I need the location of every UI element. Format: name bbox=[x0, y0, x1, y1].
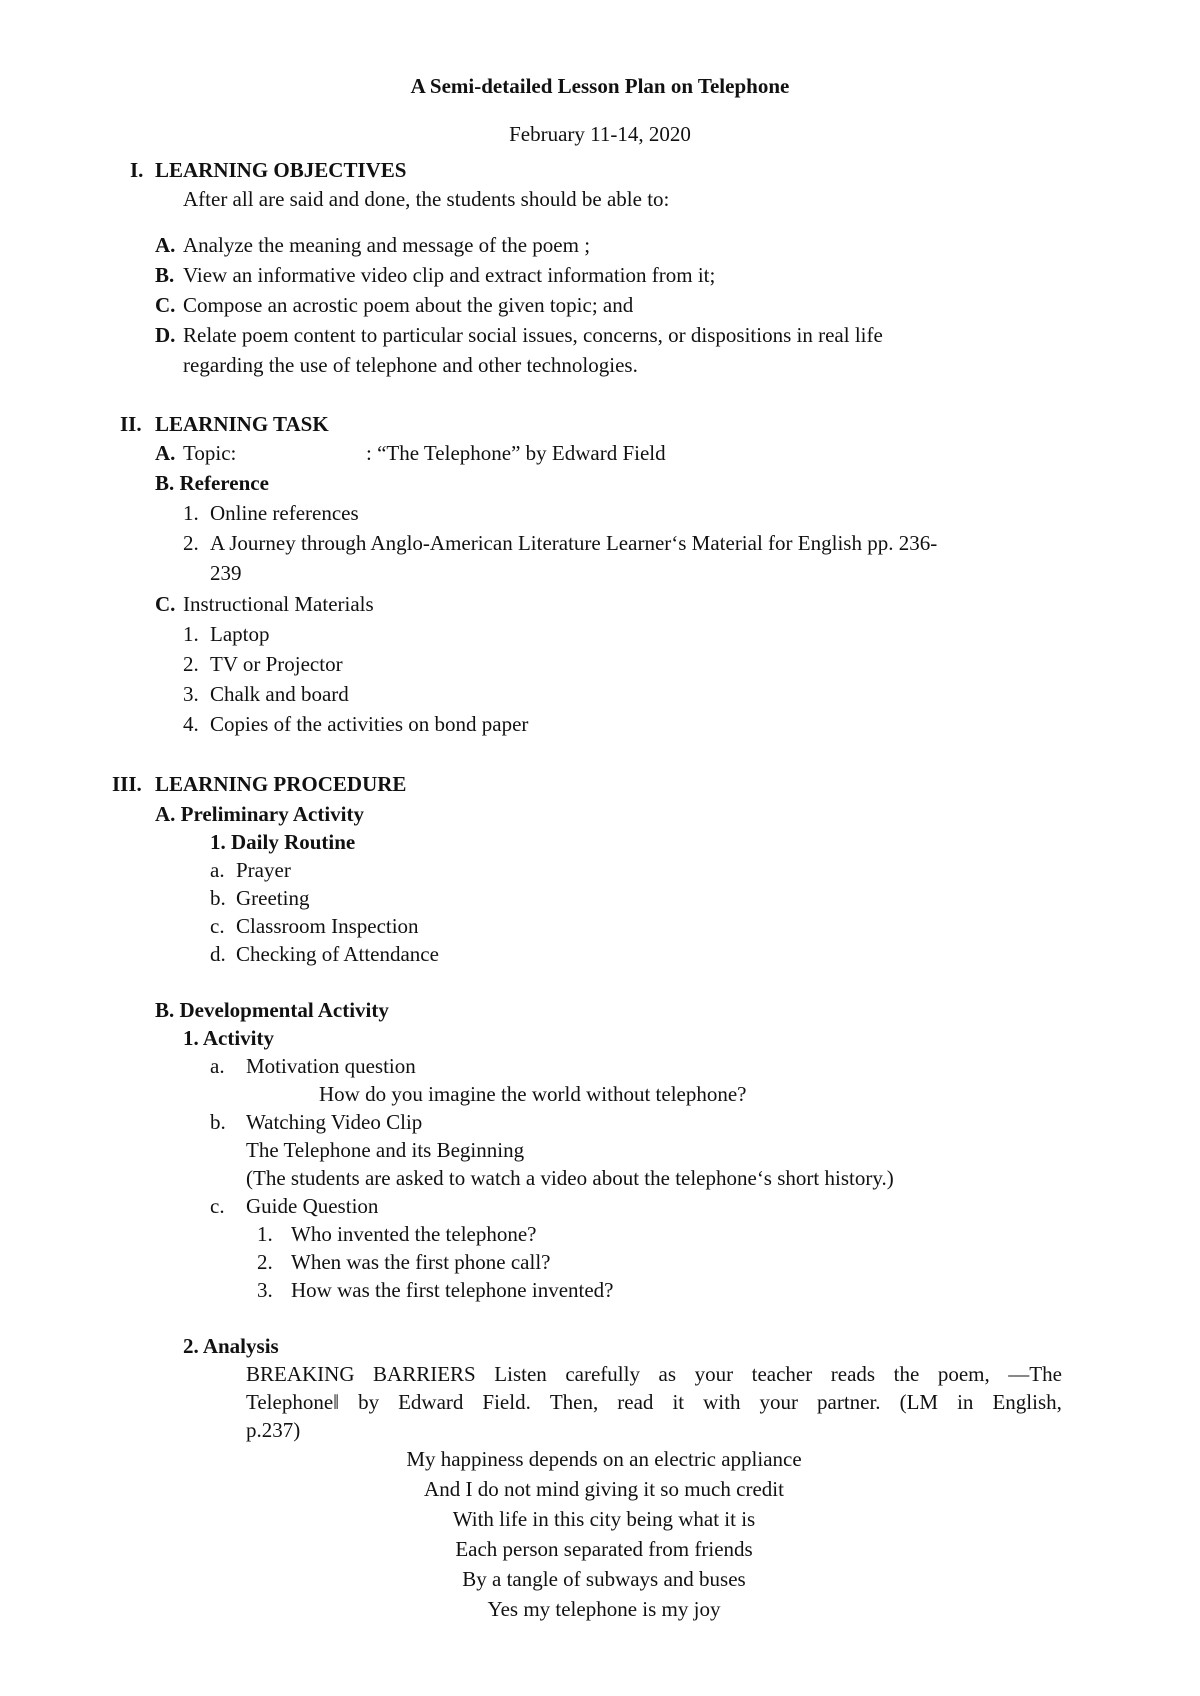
paragraph-word: by bbox=[358, 1390, 380, 1414]
developmental-heading: B. Developmental Activity bbox=[155, 998, 389, 1022]
analysis-heading: 2. Analysis bbox=[183, 1334, 279, 1358]
list-number: 1. bbox=[183, 501, 199, 525]
list-letter: d. bbox=[210, 942, 226, 966]
paragraph-word: reads bbox=[830, 1362, 876, 1386]
routine-item: Prayer bbox=[236, 858, 291, 882]
list-number: 2. bbox=[257, 1250, 273, 1274]
paragraph-word: it bbox=[672, 1390, 685, 1414]
paragraph-word: your bbox=[759, 1390, 798, 1414]
materials-item: Copies of the activities on bond paper bbox=[210, 712, 529, 736]
paragraph-word: BARRIERS bbox=[373, 1362, 476, 1386]
section-1-numeral: I. bbox=[130, 158, 144, 182]
paragraph-word: BREAKING bbox=[246, 1362, 355, 1386]
topic-letter: A. bbox=[155, 441, 176, 465]
paragraph-word: your bbox=[694, 1362, 734, 1386]
materials-heading: Instructional Materials bbox=[183, 592, 374, 616]
document-title: A Semi-detailed Lesson Plan on Telephone bbox=[410, 74, 790, 98]
objective-letter: A. bbox=[155, 233, 176, 257]
paragraph-word: the bbox=[893, 1362, 920, 1386]
reference-heading: B. Reference bbox=[155, 471, 269, 495]
daily-routine-heading: 1. Daily Routine bbox=[210, 830, 356, 854]
section-1-heading: LEARNING OBJECTIVES bbox=[155, 158, 407, 182]
objective-text: Analyze the meaning and message of the poem ; bbox=[183, 233, 591, 257]
analysis-paragraph-line bbox=[246, 1388, 1062, 1416]
objective-text: Relate poem content to particular social issues, concerns, or dispositions in real life bbox=[183, 323, 883, 347]
routine-item: Classroom Inspection bbox=[236, 914, 419, 938]
poem-line: Each person separated from friends bbox=[455, 1537, 753, 1561]
list-number: 1. bbox=[257, 1222, 273, 1246]
poem-line: By a tangle of subways and buses bbox=[462, 1567, 746, 1591]
list-number: 4. bbox=[183, 712, 199, 736]
poem-line: Yes my telephone is my joy bbox=[487, 1597, 721, 1621]
paragraph-word: teacher bbox=[751, 1362, 813, 1386]
paragraph-word: English, bbox=[992, 1390, 1062, 1414]
section-2-heading: LEARNING TASK bbox=[155, 412, 329, 436]
video-label: Watching Video Clip bbox=[246, 1110, 423, 1134]
list-number: 3. bbox=[183, 682, 199, 706]
paragraph-word: in bbox=[957, 1390, 974, 1414]
list-number: 1. bbox=[183, 622, 199, 646]
analysis-paragraph-line: p.237) bbox=[246, 1418, 301, 1442]
activity-heading: 1. Activity bbox=[183, 1026, 274, 1050]
paragraph-word: read bbox=[617, 1390, 654, 1414]
list-letter: a. bbox=[210, 1054, 225, 1078]
paragraph-word: Edward bbox=[398, 1390, 464, 1414]
poem-line: With life in this city being what it is bbox=[452, 1507, 756, 1531]
paragraph-word: Field. bbox=[482, 1390, 531, 1414]
list-letter: c. bbox=[210, 1194, 225, 1218]
reference-item: A Journey through Anglo-American Literature Learner‘s Material for English pp. 236- bbox=[210, 531, 938, 555]
reference-item-continued: 239 bbox=[210, 561, 242, 585]
paragraph-word: (LM bbox=[899, 1390, 939, 1414]
paragraph-word: carefully bbox=[565, 1362, 640, 1386]
objective-letter: D. bbox=[155, 323, 176, 347]
materials-item: Chalk and board bbox=[210, 682, 349, 706]
list-letter: b. bbox=[210, 1110, 226, 1134]
paragraph-word: Telephone‖ bbox=[246, 1390, 340, 1414]
poem-line: My happiness depends on an electric appliance bbox=[406, 1447, 802, 1471]
objective-letter: C. bbox=[155, 293, 176, 317]
materials-item: TV or Projector bbox=[210, 652, 343, 676]
routine-item: Greeting bbox=[236, 886, 310, 910]
section-2-numeral: II. bbox=[120, 412, 142, 436]
objective-text: Compose an acrostic poem about the given topic; and bbox=[183, 293, 634, 317]
motivation-label: Motivation question bbox=[246, 1054, 416, 1078]
reference-item: Online references bbox=[210, 501, 359, 525]
preliminary-heading: A. Preliminary Activity bbox=[155, 802, 364, 826]
motivation-question: How do you imagine the world without telephone? bbox=[319, 1082, 747, 1106]
video-title: The Telephone and its Beginning bbox=[246, 1138, 525, 1162]
section-3-heading: LEARNING PROCEDURE bbox=[155, 772, 407, 796]
guide-question: How was the first telephone invented? bbox=[291, 1278, 614, 1302]
paragraph-word: as bbox=[658, 1362, 677, 1386]
guide-label: Guide Question bbox=[246, 1194, 379, 1218]
paragraph-word: partner. bbox=[817, 1390, 881, 1414]
video-note: (The students are asked to watch a video about the telephone‘s short history.) bbox=[246, 1166, 894, 1190]
routine-item: Checking of Attendance bbox=[236, 942, 439, 966]
list-letter: c. bbox=[210, 914, 225, 938]
objective-letter: B. bbox=[155, 263, 175, 287]
paragraph-word: Then, bbox=[549, 1390, 599, 1414]
paragraph-word: ―The bbox=[1008, 1362, 1062, 1386]
guide-question: Who invented the telephone? bbox=[291, 1222, 537, 1246]
poem-line: And I do not mind giving it so much credit bbox=[424, 1477, 784, 1501]
list-number: 2. bbox=[183, 531, 199, 555]
objectives-intro: After all are said and done, the students should be able to: bbox=[183, 187, 670, 211]
list-number: 2. bbox=[183, 652, 199, 676]
topic-value: : “The Telephone” by Edward Field bbox=[366, 441, 666, 465]
list-letter: a. bbox=[210, 858, 225, 882]
objective-text: View an informative video clip and extract information from it; bbox=[183, 263, 716, 287]
list-letter: b. bbox=[210, 886, 226, 910]
materials-letter: C. bbox=[155, 592, 176, 616]
paragraph-word: Listen bbox=[494, 1362, 547, 1386]
paragraph-word: poem, bbox=[937, 1362, 990, 1386]
guide-question: When was the first phone call? bbox=[291, 1250, 551, 1274]
analysis-paragraph-line bbox=[246, 1360, 1062, 1388]
section-3-numeral: III. bbox=[112, 772, 142, 796]
list-number: 3. bbox=[257, 1278, 273, 1302]
document-date: February 11-14, 2020 bbox=[509, 122, 691, 146]
objective-text-continued: regarding the use of telephone and other technologies. bbox=[183, 353, 638, 377]
paragraph-word: with bbox=[703, 1390, 741, 1414]
materials-item: Laptop bbox=[210, 622, 270, 646]
topic-label: Topic: bbox=[183, 441, 237, 465]
